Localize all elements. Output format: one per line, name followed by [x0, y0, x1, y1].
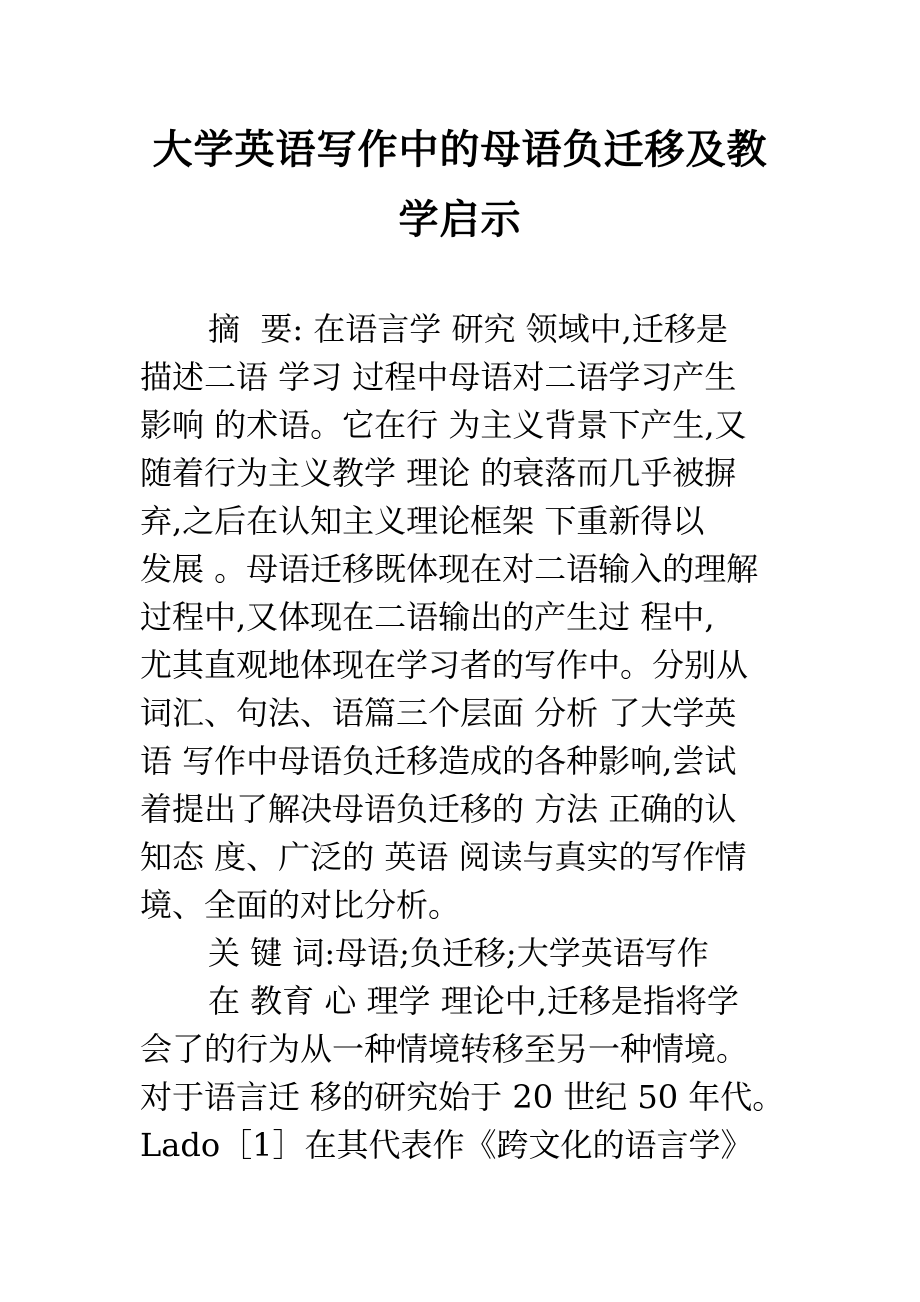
paragraph-line: 在 教育 心 理学 理论中,迁移是指将学 — [208, 982, 739, 1020]
paragraph-line: 会了的行为从一种情境转移至另一种情境。 — [140, 1030, 749, 1068]
abstract-line: 发展 。母语迁移既体现在对二语输入的理解 — [140, 550, 759, 588]
paragraph-line: 对于语言迁 移的研究始于 20 世纪 50 年代。 — [140, 1078, 785, 1116]
abstract-line: 弃,之后在认知主义理论框架 下重新得以 — [140, 502, 705, 540]
abstract-line: 随着行为主义教学 理论 的衰落而几乎被摒 — [140, 454, 737, 492]
abstract-line: 过程中,又体现在二语输出的产生过 程中, — [140, 598, 715, 636]
document-title-line-1: 大学英语写作中的母语负迁移及教 — [152, 127, 768, 173]
abstract-line: 描述二语 学习 过程中母语对二语学习产生 — [140, 358, 737, 396]
abstract-line: 尤其直观地体现在学习者的写作中。分别从 — [140, 646, 749, 684]
abstract-line: 影响 的术语。它在行 为主义背景下产生,又 — [140, 406, 747, 444]
document-title-line-2: 学启示 — [398, 197, 522, 243]
abstract-line: 语 写作中母语负迁移造成的各种影响,尝试 — [140, 742, 737, 780]
keywords-line: 关 键 词:母语;负迁移;大学英语写作 — [208, 934, 709, 972]
abstract-line: 摘 要: 在语言学 研究 领域中,迁移是 — [208, 310, 728, 348]
abstract-line: 词汇、句法、语篇三个层面 分析 了大学英 — [140, 694, 737, 732]
paragraph-line: Lado［1］在其代表作《跨文化的语言学》 — [140, 1126, 753, 1164]
abstract-line: 着提出了解决母语负迁移的 方法 正确的认 — [140, 790, 737, 828]
abstract-line: 知态 度、广泛的 英语 阅读与真实的写作情 — [140, 838, 747, 876]
abstract-line: 境、全面的对比分析。 — [140, 886, 461, 924]
